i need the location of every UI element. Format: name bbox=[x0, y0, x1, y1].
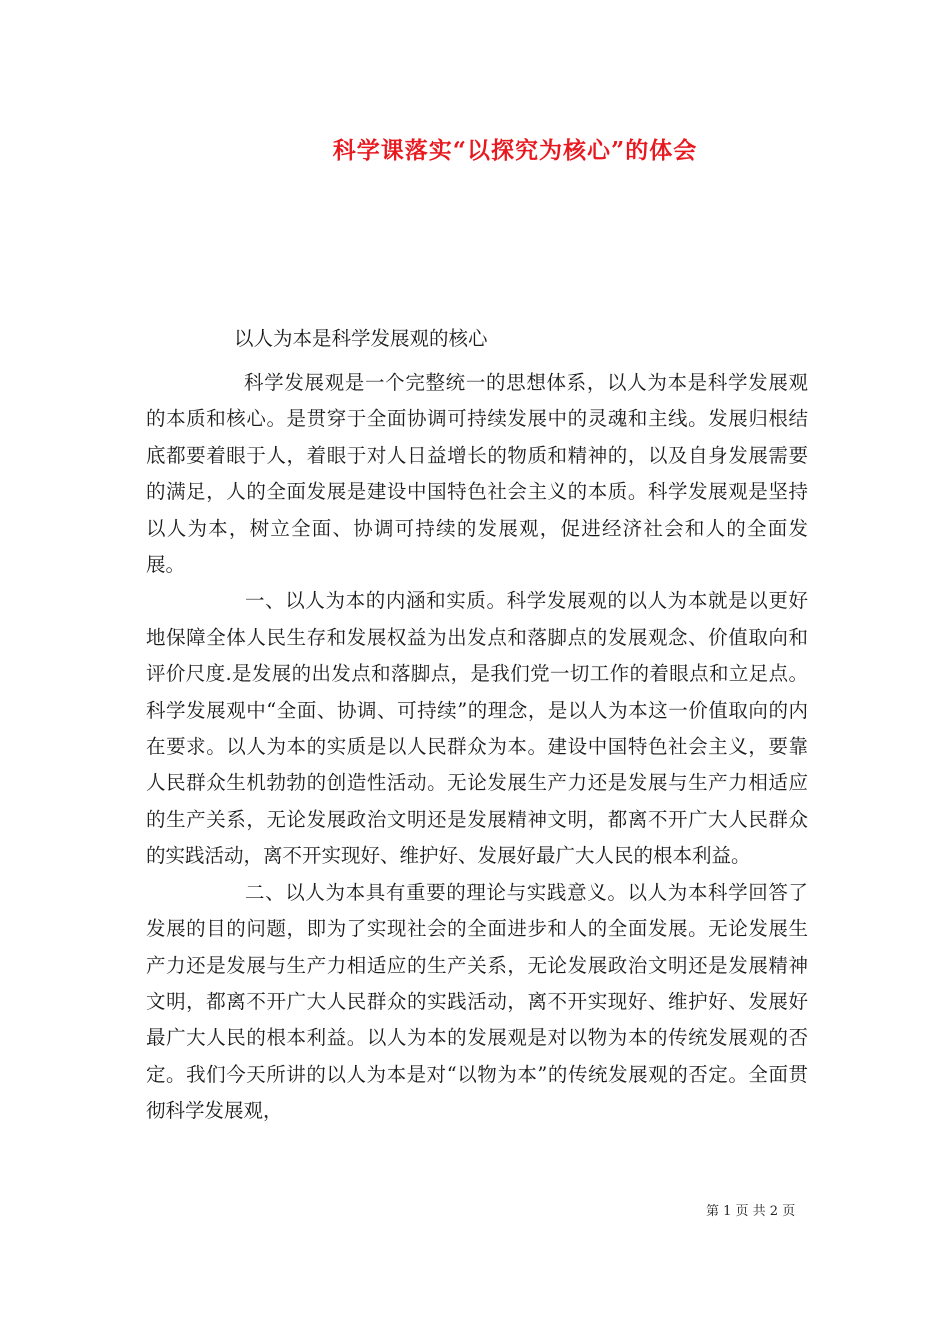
document-body bbox=[146, 365, 808, 1130]
body-paragraph: 科学发展观是一个完整统一的思想体系，以人为本是科学发展观的本质和核心。是贯穿于全面协调可持续发展中的灵魂和主线。发展归根结底都要着眼于人，着眼于对人日益增长的物质和精神的，以及自身发展需要的满足，人的全面发展是建设中国特色社会主义的本质。科学发展观是坚持以人为本，树立全面、协调可持续的发展观，促进经济社会和人的全面发展。 bbox=[146, 371, 808, 577]
page-number-footer: 第 1 页 共 2 页 bbox=[706, 1204, 796, 1219]
body-paragraph: 二、以人为本具有重要的理论与实践意义。以人为本科学回答了发展的目的问题，即为了实现社会的全面进步和人的全面发展。无论发展生产力还是发展与生产力相适应的生产关系，无论发展政治文明还是发展精神文明，都离不开广大人民群众的实践活动，离不开实现好、维护好、发展好最广大人民的根本利益。以人为本的发展观是对以物为本的传统发展观的否定。我们今天所讲的以人为本是对“以物为本”的传统发展观的否定。全面贯彻科学发展观， bbox=[146, 880, 808, 1123]
body-paragraph: 一、以人为本的内涵和实质。科学发展观的以人为本就是以更好地保障全体人民生存和发展权益为出发点和落脚点的发展观念、价值取向和评价尺度.是发展的出发点和落脚点，是我们党一切工作的着眼点和立足点。科学发展观中“全面、协调、可持续”的理念，是以人为本这一价值取向的内在要求。以人为本的实质是以人民群众为本。建设中国特色社会主义，要靠人民群众生机勃勃的创造性活动。无论发展生产力还是发展与生产力相适应的生产关系，无论发展政治文明还是发展精神文明，都离不开广大人民群众的实践活动，离不开实现好、维护好、发展好最广大人民的根本利益。 bbox=[146, 589, 808, 868]
section-subtitle: 以人为本是科学发展观的核心 bbox=[234, 327, 488, 350]
document-title: 科学课落实“以探究为核心”的体会 bbox=[332, 137, 698, 164]
